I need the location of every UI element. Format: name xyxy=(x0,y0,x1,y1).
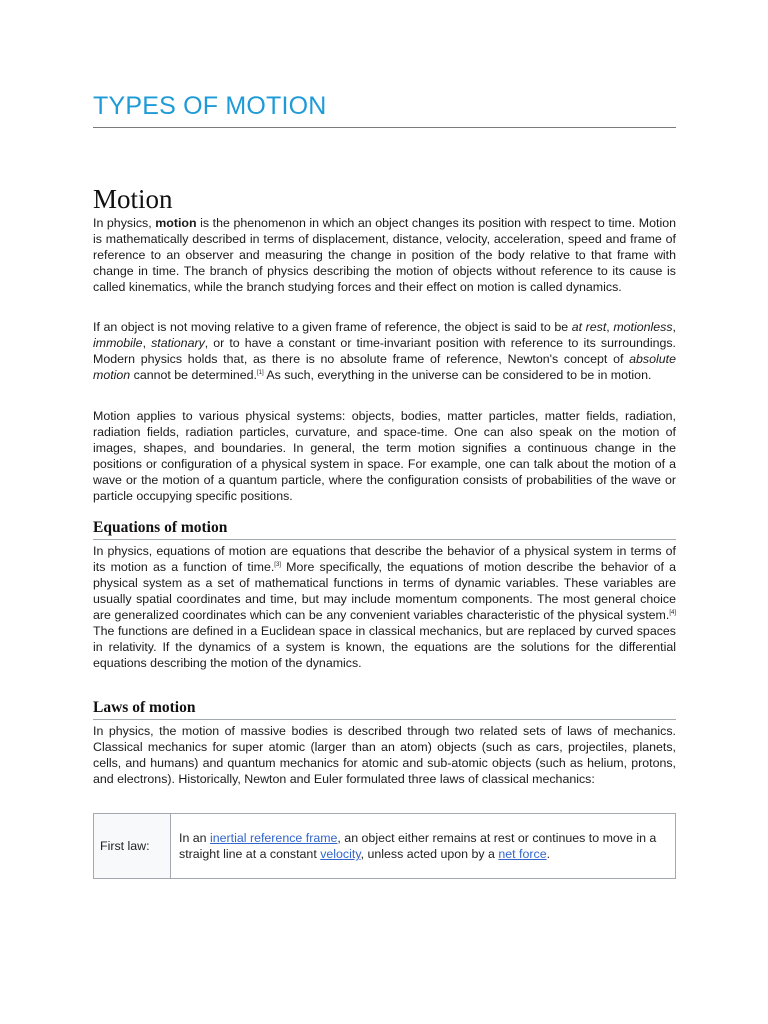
p2-sep-2: , xyxy=(672,320,676,334)
p2-text-b: , or to have a constant or time-invariant position with reference to its surroundings. Modern physics holds that, as there is no absolute frame of reference, Newton's concept of xyxy=(93,336,676,366)
law-text-cell xyxy=(171,814,676,879)
reference-marker-1: [1] xyxy=(256,369,264,376)
link-inertial-reference-frame[interactable]: inertial reference frame xyxy=(210,831,338,845)
paragraph-laws: In physics, the motion of massive bodies is described through two related sets of laws of mechanics. Classical mechanics for super atomic (larger than an atom) objects (such as cars, projectiles, planets, cells, and humans) and quantum mechanics for atomic and sub-atomic objects (such as helium, protons, and electrons). Historically, Newton and Euler formulated three laws of classical mechanics: xyxy=(93,724,676,786)
paragraph-applications: Motion applies to various physical systems: objects, bodies, matter particles, matter fields, radiation, radiation fields, radiation particles, curvature, and space-time. One can also speak on the motion of images, shapes, and boundaries. In general, the term motion signifies a continuous change in the positions or configuration of a physical system in space. For example, one can talk about the motion of a wave or the motion of a quantum particle, where the configuration consists of probabilities of the wave or particle occupying specific positions. xyxy=(93,409,676,503)
paragraph-rest xyxy=(93,319,676,383)
p2-text-d: As such, everything in the universe can be considered to be in motion. xyxy=(263,368,652,382)
p1-bold-term: motion xyxy=(155,216,197,230)
law-text-a: In an xyxy=(179,831,211,845)
paragraph-equations xyxy=(93,543,676,671)
p2-sep-1: , xyxy=(606,320,614,334)
table-row xyxy=(94,814,676,879)
p2-text-c: cannot be determined. xyxy=(130,368,257,382)
subheading-equations-of-motion: Equations of motion xyxy=(93,518,676,540)
law-name-cell: First law: xyxy=(94,814,171,879)
p2-italic-stationary: stationary xyxy=(151,336,205,350)
p2-italic-absolute-motion: absolute motion xyxy=(93,352,676,382)
title-divider xyxy=(93,127,676,128)
p2-italic-at-rest: at rest xyxy=(571,320,607,334)
link-velocity[interactable]: velocity xyxy=(320,847,361,861)
paragraph-definition xyxy=(93,215,676,295)
p2-text-a: If an object is not moving relative to a given frame of reference, the object is said to be xyxy=(93,320,572,334)
section-heading-motion: Motion xyxy=(93,184,173,214)
subheading-laws-of-motion: Laws of motion xyxy=(93,698,676,720)
p2-sep-3: , xyxy=(142,336,152,350)
laws-table xyxy=(93,813,676,879)
law-text-d: . xyxy=(546,847,551,861)
law-text-b: , an object either remains at rest or continues to move in a straight line at a constant xyxy=(179,831,657,861)
reference-marker-3: [3] xyxy=(274,561,281,568)
p2-italic-motionless: motionless xyxy=(613,320,673,334)
p4-text-c: The functions are defined in a Euclidean space in classical mechanics, but are replaced by curved spaces in relativity. If the dynamics of a system is known, the equations are the solutions for the differential equations describing the motion of the dynamics. xyxy=(93,624,676,670)
p1-text-b: is the phenomenon in which an object changes its position with respect to time. Motion is mathematically described in terms of displacement, distance, velocity, acceleration, speed and frame of reference to an observer and measuring the change in position of the body relative to that frame with change in time. The branch of physics describing the motion of objects without reference to its cause is called kinematics, while the branch studying forces and their effect on motion is called dynamics. xyxy=(93,216,676,294)
p4-text-a: In physics, equations of motion are equations that describe the behavior of a physical system in terms of its motion as a function of time. xyxy=(93,544,676,574)
reference-marker-4: [4] xyxy=(669,609,676,616)
p1-text-a: In physics, xyxy=(93,216,156,230)
p2-italic-immobile: immobile xyxy=(93,336,143,350)
link-net-force[interactable]: net force xyxy=(498,847,547,861)
law-text-c: , unless acted upon by a xyxy=(360,847,499,861)
p4-text-b: More specifically, the equations of motion describe the behavior of a physical system as a set of mathematical functions in terms of dynamic variables. These variables are usually spatial coordinates and time, but may include momentum components. The most general choice are generalized coordinates which can be any convenient variables characteristic of the physical system. xyxy=(93,560,676,622)
document-title: TYPES OF MOTION xyxy=(93,92,327,120)
